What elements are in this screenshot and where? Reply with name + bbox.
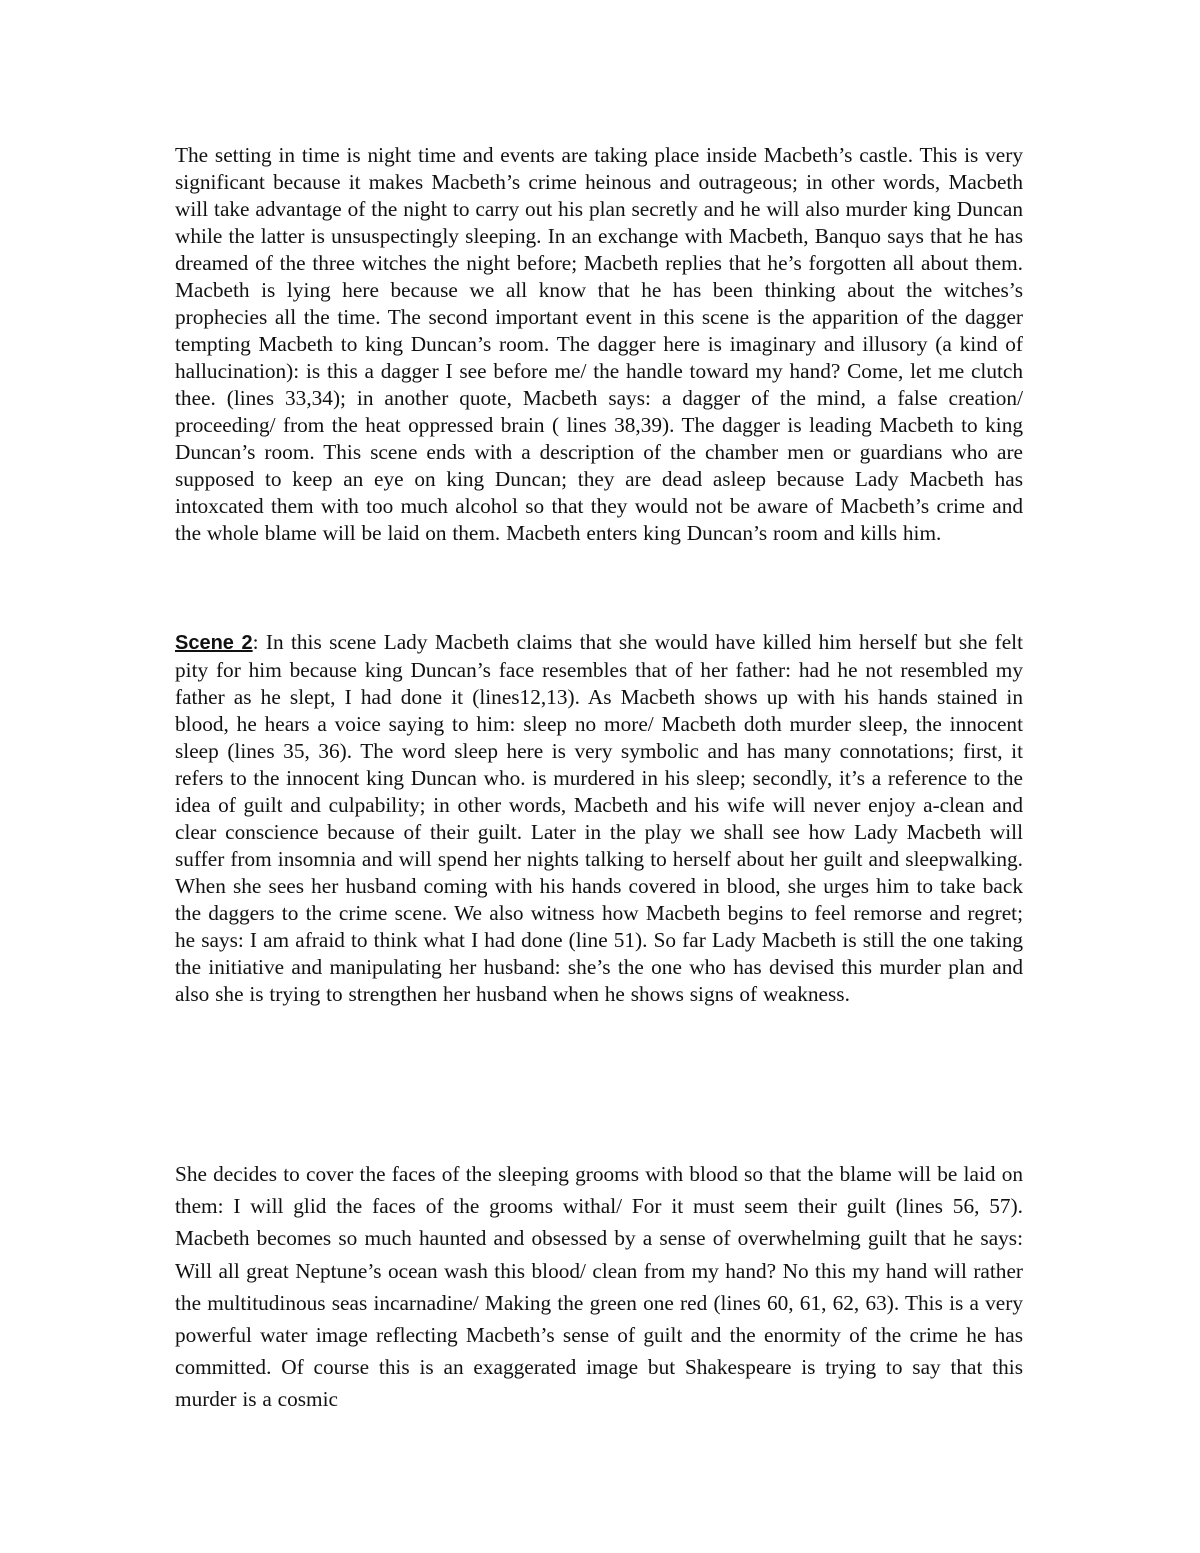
paragraph-scene-2-body: : In this scene Lady Macbeth claims that she would have killed him herself but she felt pity for him because king Duncan’s face resembles that of her father: had he not resembled my father as he slept, I had done it (lines12,13). As Macbeth shows up with his hands stained in blood, he hears a voice saying to him: sleep no more/ Macbeth doth murder sleep, the innocent sleep (lines 35, 36). The word sleep here is very symbolic and has many connotations; first, it refers to the innocent king Duncan who. is murdered in his sleep; secondly, it’s a reference to the idea of guilt and culpability; in other words, Macbeth and his wife will never enjoy a-clean and clear conscience because of their guilt. Later in the play we shall see how Lady Macbeth will suffer from insomnia and will spend her nights talking to herself about her guilt and sleepwalking. When she sees her husband coming with his hands covered in blood, she urges him to take back the daggers to the crime scene. We also witness how Macbeth begins to feel remorse and regret; he says: I am afraid to think what I had done (line 51). So far Lady Macbeth is still the one taking the initiative and manipulating her husband: she’s the one who has devised this murder plan and also she is trying to strengthen her husband when he shows signs of weakness. [175, 630, 1023, 1006]
paragraph-scene-2 [175, 629, 1023, 1008]
scene-2-heading: Scene 2 [175, 632, 253, 654]
paragraph-grooms: She decides to cover the faces of the sleeping grooms with blood so that the blame will be laid on them: I will glid the faces of the grooms withal/ For it must seem their guilt (lines 56, 57). Macbeth becomes so much haunted and obsessed by a sense of overwhelming guilt that he says: Will all great Neptune’s ocean wash this blood/ clean from my hand? No this my hand will rather the multitudinous seas incarnadine/ Making the green one red (lines 60, 61, 62, 63). This is a very powerful water image reflecting Macbeth’s sense of guilt and the enormity of the crime he has committed. Of course this is an exaggerated image but Shakespeare is trying to say that this murder is a cosmic [175, 1162, 1023, 1412]
paragraph-scene-1: The setting in time is night time and events are taking place inside Macbeth’s castle. This is very significant because it makes Macbeth’s crime heinous and outrageous; in other words, Macbeth will take advantage of the night to carry out his plan secretly and he will also murder king Duncan while the latter is unsuspectingly sleeping. In an exchange with Macbeth, Banquo says that he has dreamed of the three witches the night before; Macbeth replies that he’s forgotten all about them. Macbeth is lying here because we all know that he has been thinking about the witches’s prophecies all the time. The second important event in this scene is the apparition of the dagger tempting Macbeth to king Duncan’s room. The dagger here is imaginary and illusory (a kind of hallucination): is this a dagger I see before me/ the handle toward my hand? Come, let me clutch thee. (lines 33,34); in another quote, Macbeth says: a dagger of the mind, a false creation/ proceeding/ from the heat oppressed brain ( lines 38,39). The dagger is leading Macbeth to king Duncan’s room. This scene ends with a description of the chamber men or guardians who are supposed to keep an eye on king Duncan; they are dead asleep because Lady Macbeth has intoxcated them with too much alcohol so that they would not be aware of Macbeth’s crime and the whole blame will be laid on them. Macbeth enters king Duncan’s room and kills him. [175, 143, 1023, 545]
